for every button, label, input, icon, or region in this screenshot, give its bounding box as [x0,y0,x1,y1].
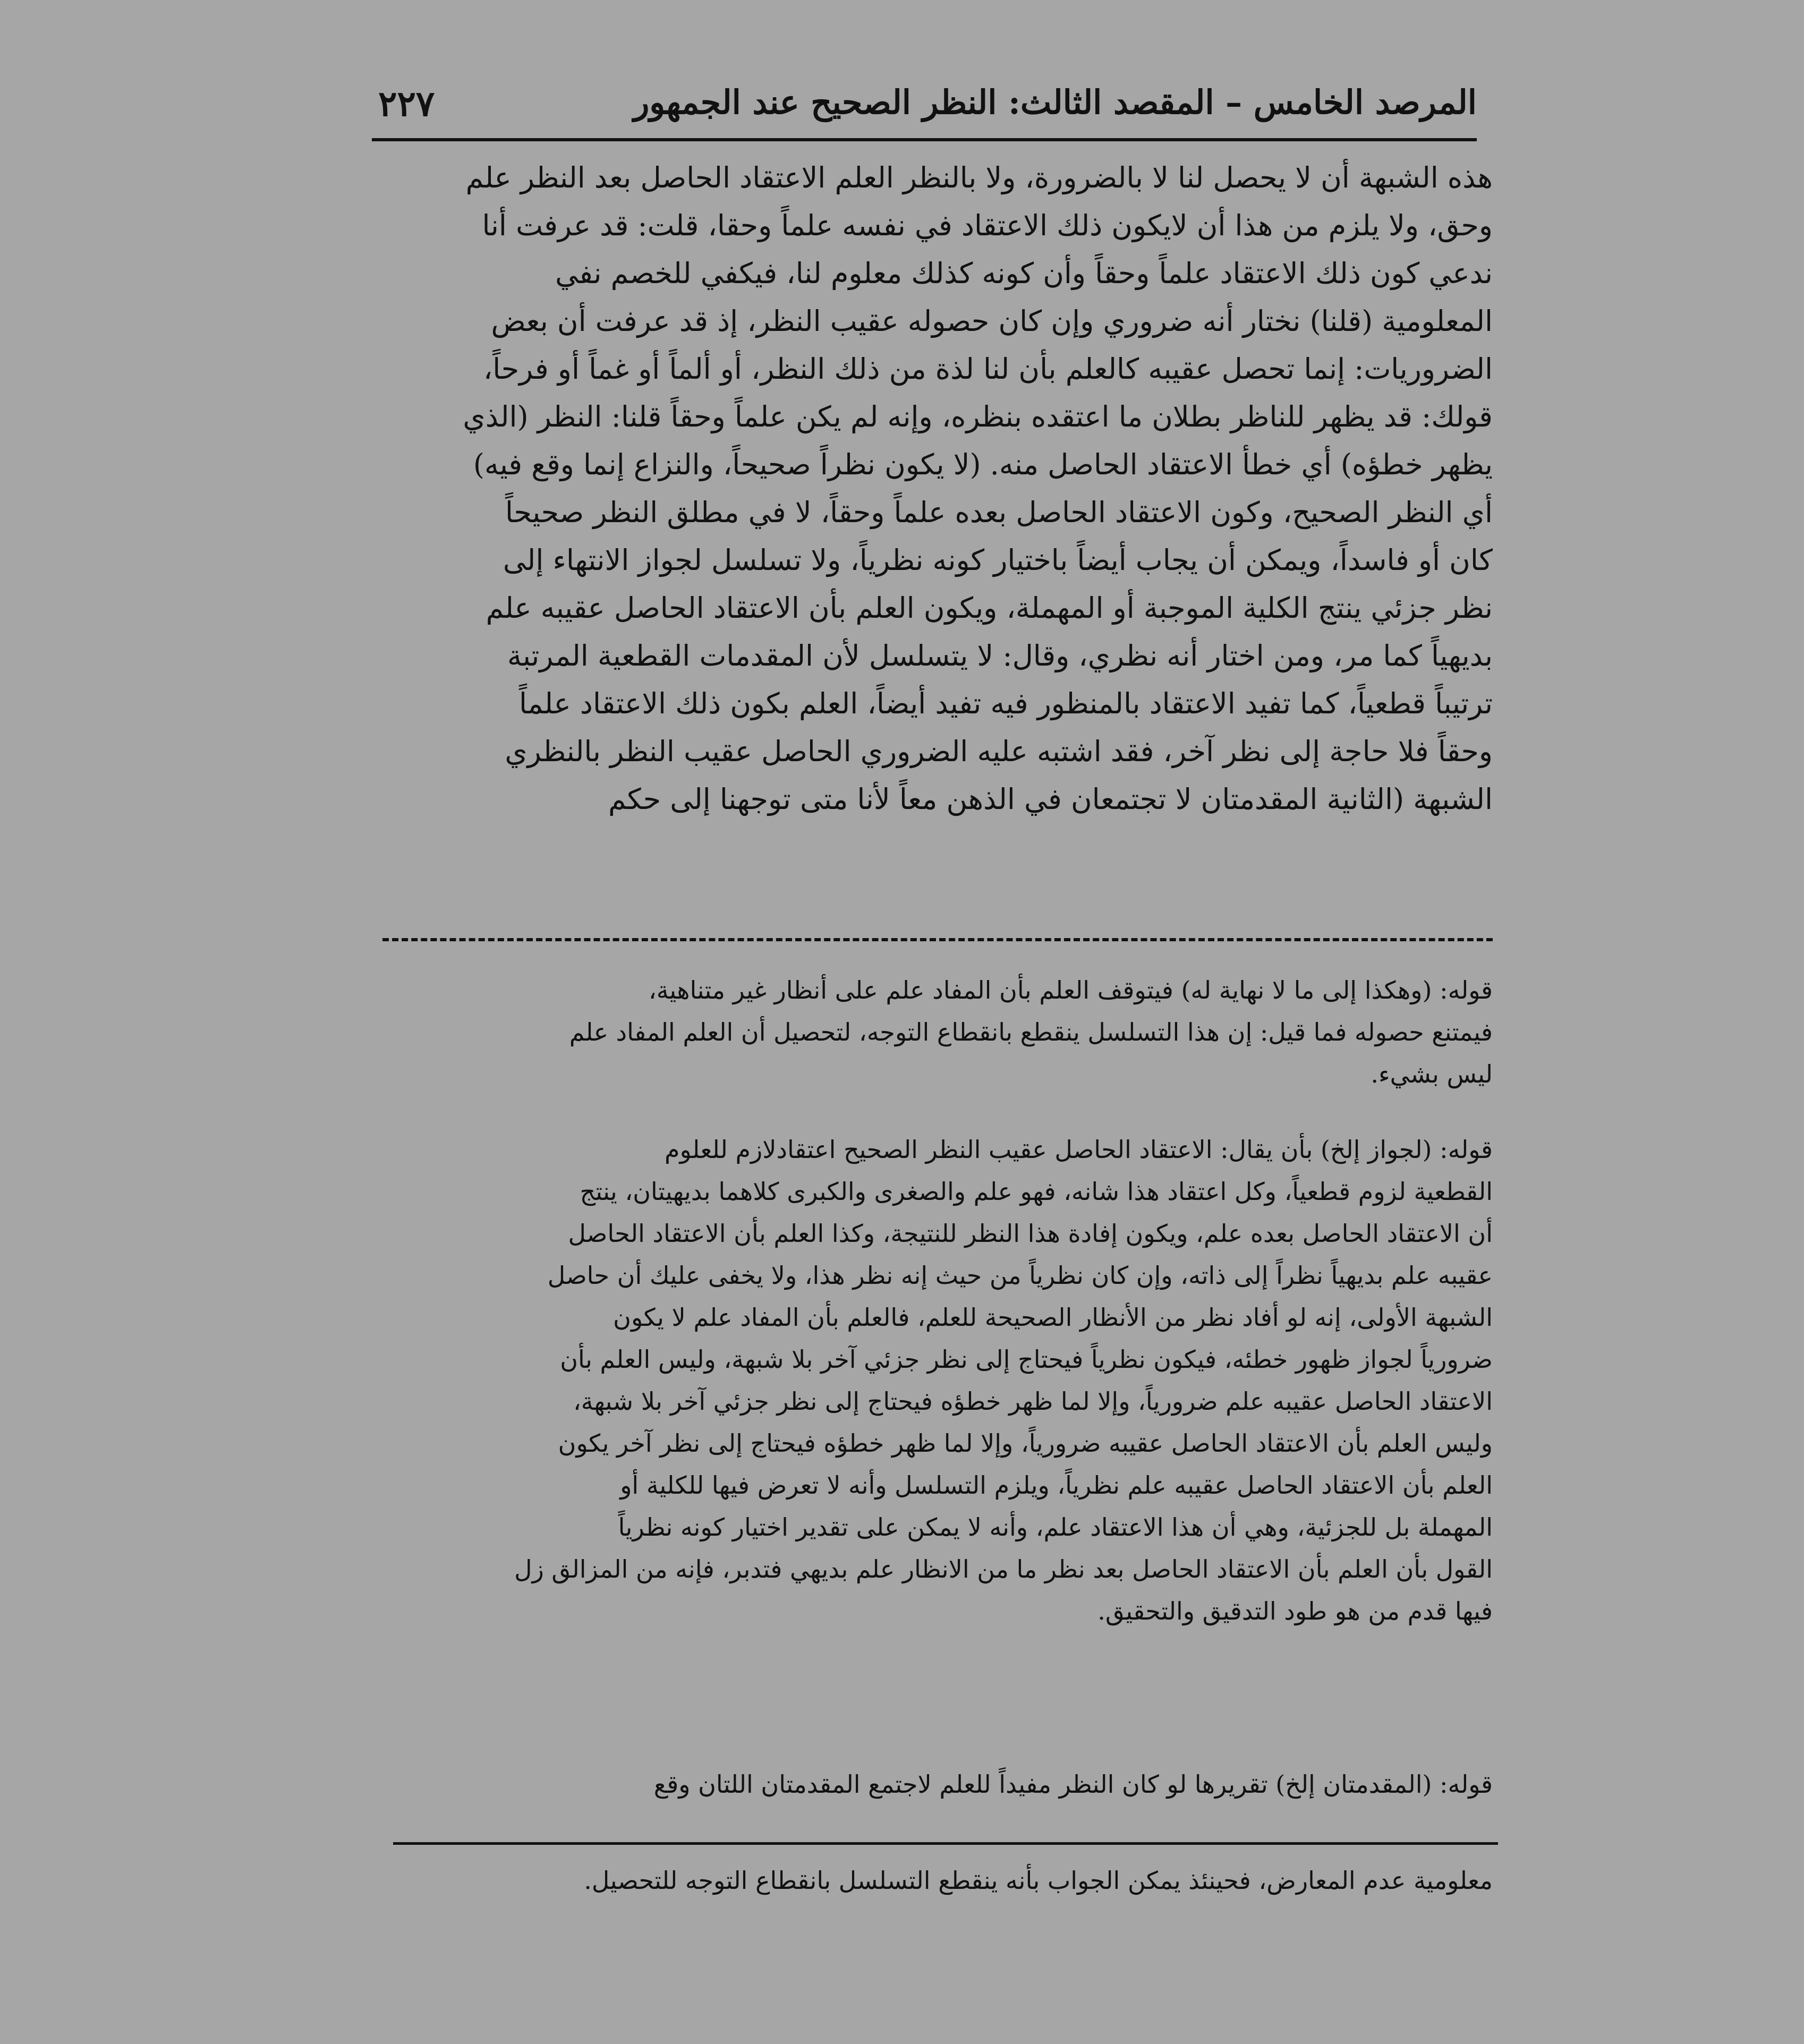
main-line: قولك: قد يظهر للناظر بطلان ما اعتقده بنظره، وإنه لم يكن علماً وحقاً قلنا: النظر (الذي [463,400,1493,433]
main-line: كان أو فاسداً، ويمكن أن يجاب أيضاً باختيار كونه نظرياً، ولا تسلسل لجواز الانتهاء إلى [503,543,1493,577]
note-line: العلم بأن الاعتقاد الحاصل عقيبه علم نظرياً، ويلزم التسلسل وأنه لا تعرض فيها للكلية أو [620,1471,1493,1500]
commentary-note-1 [382,969,1493,1095]
note-line: قوله: (المقدمتان إلخ) تقريرها لو كان النظر مفيداً للعلم لاجتمع المقدمتان اللتان وقع [653,1770,1493,1799]
note-line: قوله: (لجواز إلخ) بأن يقال: الاعتقاد الحاصل عقيب النظر الصحيح اعتقادلازم للعلوم [665,1135,1493,1164]
main-line: نظر جزئي ينتج الكلية الموجبة أو المهملة، ويكون العلم بأن الاعتقاد الحاصل عقيبه علم [486,591,1493,625]
running-title: المرصد الخامس – المقصد الثالث: النظر الصحيح عند الجمهور [633,83,1477,122]
main-line: أي النظر الصحيح، وكون الاعتقاد الحاصل بعده علماً وحقاً، لا في مطلق النظر صحيحاً [505,496,1493,529]
main-line: ندعي كون ذلك الاعتقاد علماً وحقاً وأن كونه كذلك معلوم لنا، فيكفي للخصم نفي [555,257,1493,290]
page-number: ٢٢٧ [378,83,435,124]
main-line: وحق، ولا يلزم من هذا أن لايكون ذلك الاعتقاد في نفسه علماً وحقا، قلت: قد عرفت أنا [482,209,1493,242]
main-line: الضروريات: إنما تحصل عقيبه كالعلم بأن لنا لذة من ذلك النظر، أو ألماً أو غماً أو فرحاً، [483,352,1493,386]
footnote [382,1859,1493,1902]
note-line: قوله: (وهكذا إلى ما لا نهاية له) فيتوقف العلم بأن المفاد علم على أنظار غير متناهية، [648,976,1493,1004]
note-line: القول بأن العلم بأن الاعتقاد الحاصل بعد نظر ما من الانظار علم بديهي فتدبر، فإنه من المزالق زل [514,1555,1493,1583]
note-line: ليس بشيء. [1371,1060,1493,1088]
note-line: فيمتنع حصوله فما قيل: إن هذا التسلسل ينقطع بانقطاع التوجه، لتحصيل أن العلم المفاد علم [569,1018,1493,1046]
note-line: أن الاعتقاد الحاصل بعده علم، ويكون إفادة هذا النظر للنتيجة، وكذا العلم بأن الاعتقاد الحاصل [568,1219,1493,1248]
main-line: وحقاً فلا حاجة إلى نظر آخر، فقد اشتبه عليه الضروري الحاصل عقيب النظر بالنظري [505,735,1493,768]
main-line: الشبهة (الثانية المقدمتان لا تجتمعان في الذهن معاً لأنا متى توجهنا إلى حكم [608,782,1493,816]
note-line: ضرورياً لجواز ظهور خطئه، فيكون نظرياً فيحتاج إلى نظر جزئي آخر بلا شبهة، وليس العلم بأن [560,1345,1493,1374]
commentary-note-3 [382,1764,1493,1805]
note-line: فيها قدم من هو طود التدقيق والتحقيق. [1097,1597,1493,1625]
note-line: الاعتقاد الحاصل عقيبه علم ضرورياً، وإلا لما ظهر خطؤه فيحتاج إلى نظر جزئي آخر بلا شبهة، [573,1387,1493,1416]
note-line: عقيبه علم بديهياً نظراً إلى ذاته، وإن كان نظرياً من حيث إنه نظر هذا، ولا يخفى عليك أن حاصل [547,1261,1493,1290]
main-line: ترتيباً قطعياً، كما تفيد الاعتقاد بالمنظور فيه تفيد أيضاً، العلم بكون ذلك الاعتقاد علماً [518,687,1493,720]
main-text [382,154,1493,823]
page-header [372,80,1477,141]
note-line: القطعية لزوم قطعياً، وكل اعتقاد هذا شانه، فهو علم والصغرى والكبرى كلاهما بديهيتان، ينتج [580,1177,1493,1206]
note-line: الشبهة الأولى، إنه لو أفاد نظر من الأنظار الصحيحة للعلم، فالعلم بأن المفاد علم لا يكون [613,1303,1493,1332]
dashed-divider [382,938,1493,941]
main-line: المعلومية (قلنا) نختار أنه ضروري وإن كان حصوله عقيب النظر، إذ قد عرفت أن بعض [491,304,1493,338]
main-line: يظهر خطؤه) أي خطأ الاعتقاد الحاصل منه. (لا يكون نظراً صحيحاً، والنزاع إنما وقع فيه) [473,448,1493,481]
footnote-divider [393,1842,1498,1845]
footnote-line: معلومية عدم المعارض، فحينئذ يمكن الجواب بأنه ينقطع التسلسل بانقطاع التوجه للتحصيل. [584,1866,1493,1895]
note-line: المهملة بل للجزئية، وهي أن هذا الاعتقاد علم، وأنه لا يمكن على تقدير اختيار كونه نظرياً [618,1513,1493,1541]
main-line: بديهياً كما مر، ومن اختار أنه نظري، وقال: لا يتسلسل لأن المقدمات القطعية المرتبة [507,639,1493,672]
commentary-note-2 [382,1129,1493,1632]
main-line: هذه الشبهة أن لا يحصل لنا لا بالضرورة، ولا بالنظر العلم الاعتقاد الحاصل بعد النظر علم [465,161,1493,194]
note-line: وليس العلم بأن الاعتقاد الحاصل عقيبه ضرورياً، وإلا لما ظهر خطؤه فيحتاج إلى نظر آخر يكون [558,1429,1493,1458]
